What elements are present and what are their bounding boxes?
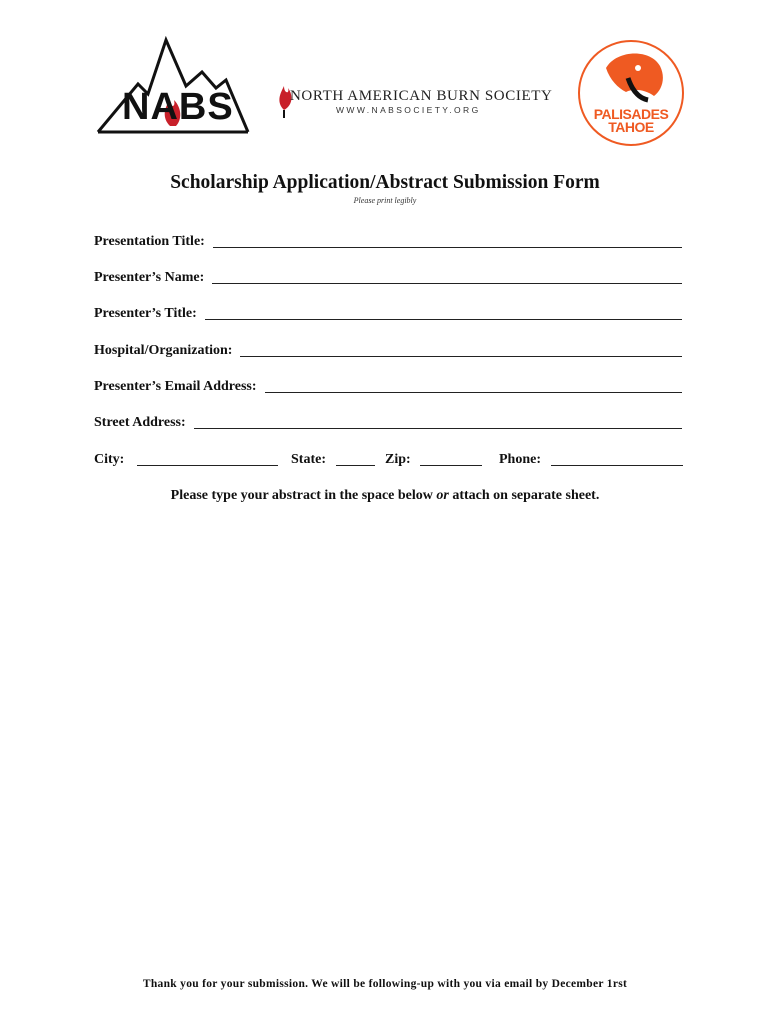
phone-line[interactable] [551, 465, 683, 466]
city-line[interactable] [137, 465, 278, 466]
instruction-or: or [436, 488, 449, 503]
abstract-instruction [0, 488, 770, 504]
street-address-line[interactable] [194, 416, 682, 429]
city-label: City: [94, 452, 125, 467]
abstract-area[interactable] [94, 520, 683, 960]
organization-field[interactable] [94, 339, 682, 359]
society-url: WWW.NABSOCIETY.ORG [336, 105, 481, 115]
email-line[interactable] [265, 380, 682, 393]
street-address-label: Street Address: [94, 415, 186, 430]
form-title: Scholarship Application/Abstract Submission Form [170, 172, 600, 193]
presentation-title-field[interactable] [94, 230, 682, 250]
form-subtitle: Please print legibly [353, 196, 417, 205]
presenter-title-field[interactable] [94, 302, 682, 322]
presenter-name-label: Presenter’s Name: [94, 270, 205, 285]
palisades-tahoe-logo [576, 38, 686, 148]
presentation-title-line[interactable] [213, 235, 682, 248]
presenter-name-line[interactable] [212, 271, 682, 284]
state-line[interactable] [336, 465, 375, 466]
organization-label: Hospital/Organization: [94, 343, 233, 358]
nabs-society-logo [276, 82, 553, 122]
instruction-text-after: attach on separate sheet. [448, 488, 600, 503]
presenter-title-line[interactable] [205, 307, 682, 320]
nabs-mountain-flame-logo [92, 36, 252, 138]
email-field[interactable] [94, 375, 682, 395]
palisades-line1: PALISADES [593, 106, 669, 122]
city-state-zip-phone-row [94, 448, 683, 468]
instruction-text-before: Please type your abstract in the space below [170, 488, 437, 503]
street-address-field[interactable] [94, 411, 682, 431]
zip-line[interactable] [420, 465, 482, 466]
presenter-name-field[interactable] [94, 266, 682, 286]
email-label: Presenter’s Email Address: [94, 379, 257, 394]
state-label: State: [291, 452, 326, 467]
nabs-logo-text: NABS [122, 86, 234, 128]
society-name: NORTH AMERICAN BURN SOCIETY [290, 88, 553, 104]
presentation-title-label: Presentation Title: [94, 234, 205, 249]
organization-line[interactable] [240, 344, 682, 357]
palisades-line2: TAHOE [608, 119, 654, 135]
footer-thank-you: Thank you for your submission. We will be following-up with you via email by December 1rst [142, 978, 628, 990]
presenter-title-label: Presenter’s Title: [94, 306, 197, 321]
zip-label: Zip: [385, 452, 411, 467]
phone-label: Phone: [499, 452, 541, 467]
